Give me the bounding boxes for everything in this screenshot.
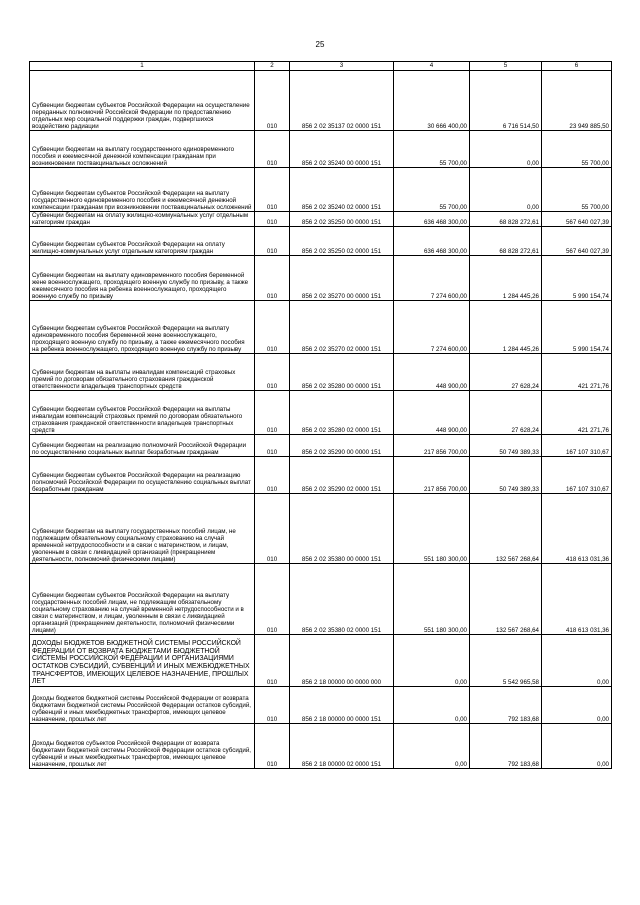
row-approved-amount: 55 700,00 (394, 131, 470, 168)
page-number: 25 (315, 40, 325, 49)
row-approved-amount: 551 180 300,00 (394, 494, 470, 564)
row-name: Субвенции бюджетам субъектов Российской Федерации на выплату единовременного пособия беременной жене военнослужащего, проходящего военную службу по призыву, а также ежемесячного пособия на ребенка военнослужащего, проходящего военную службу по призыву (30, 301, 255, 354)
row-name: Субвенции бюджетам субъектов Российской Федерации на осуществление переданных полномочий Российской Федерации по предоставлению отдельных мер социальной поддержки граждан, подвергшихся воздействию радиации (30, 71, 255, 131)
table-row (30, 212, 612, 227)
row-name: Субвенции бюджетам субъектов Российской Федерации на реализацию полномочий Российской Федерации по осуществлению социальных выплат безработным гражданам (30, 457, 255, 494)
row-unexecuted-amount: 567 640 027,39 (542, 227, 612, 256)
row-code: 010 (255, 391, 290, 435)
column-header: 2 (255, 62, 290, 71)
table-row (30, 457, 612, 494)
table-row (30, 435, 612, 457)
row-name: Доходы бюджетов субъектов Российской Федерации от возврата бюджетами бюджетной системы Российской Федерации остатков субсидий, субвенций и иных межбюджетных трансфертов, имеющих целевое назначение, прошлых лет (30, 724, 255, 769)
row-executed-amount: 50 749 389,33 (470, 435, 542, 457)
column-header: 1 (30, 62, 255, 71)
row-code: 010 (255, 301, 290, 354)
row-name: Субвенции бюджетам субъектов Российской Федерации на выплату государственных пособий лицам, не подлежащим обязательному социальному страхованию на случай временной нетрудоспособности и в связи с материнством, и лицам, уволенным в связи с ликвидацией организаций (прекращением деятельности, полномочий физическими лицами) (30, 564, 255, 635)
row-executed-amount: 792 183,68 (470, 724, 542, 769)
row-executed-amount: 50 749 389,33 (470, 457, 542, 494)
row-approved-amount: 0,00 (394, 635, 470, 687)
row-executed-amount: 792 183,68 (470, 687, 542, 724)
row-executed-amount: 68 828 272,61 (470, 227, 542, 256)
row-approved-amount: 30 666 400,00 (394, 71, 470, 131)
row-approved-amount: 0,00 (394, 687, 470, 724)
row-approved-amount: 636 468 300,00 (394, 227, 470, 256)
table-row (30, 168, 612, 212)
row-code: 010 (255, 457, 290, 494)
row-executed-amount: 132 567 268,64 (470, 564, 542, 635)
column-header-row (30, 62, 612, 71)
row-name: Субвенции бюджетам на реализацию полномочий Российской Федерации по осуществлению социальных выплат безработным гражданам (30, 435, 255, 457)
row-unexecuted-amount: 421 271,76 (542, 354, 612, 391)
table-row (30, 131, 612, 168)
row-code: 010 (255, 494, 290, 564)
row-name: Субвенции бюджетам субъектов Российской Федерации на выплаты инвалидам компенсаций страховых премий по договорам обязательного страхования гражданской ответственности владельцев транспортных средств (30, 391, 255, 435)
row-budget-code: 856 2 02 35137 02 0000 151 (290, 71, 394, 131)
table-row (30, 256, 612, 301)
row-budget-code: 856 2 02 35250 00 0000 151 (290, 212, 394, 227)
row-executed-amount: 27 628,24 (470, 354, 542, 391)
row-budget-code: 856 2 02 35380 02 0000 151 (290, 564, 394, 635)
row-executed-amount: 1 284 445,26 (470, 256, 542, 301)
row-budget-code: 856 2 02 35270 02 0000 151 (290, 301, 394, 354)
row-code: 010 (255, 724, 290, 769)
column-header: 4 (394, 62, 470, 71)
row-budget-code: 856 2 02 35240 00 0000 151 (290, 131, 394, 168)
column-header: 3 (290, 62, 394, 71)
row-code: 010 (255, 687, 290, 724)
row-unexecuted-amount: 0,00 (542, 635, 612, 687)
row-approved-amount: 7 274 600,00 (394, 301, 470, 354)
table-row (30, 354, 612, 391)
table-row (30, 227, 612, 256)
row-unexecuted-amount: 167 107 310,67 (542, 435, 612, 457)
row-budget-code: 856 2 02 35280 00 0000 151 (290, 354, 394, 391)
row-name: Субвенции бюджетам на выплату единовременного пособия беременной жене военнослужащего, проходящего военную службу по призыву, а также ежемесячного пособия на ребенка военнослужащего, проходящего военную службу по призыву (30, 256, 255, 301)
row-executed-amount: 0,00 (470, 168, 542, 212)
row-name: Доходы бюджетов бюджетной системы Российской Федерации от возврата бюджетами бюджетной системы Российской Федерации остатков субсидий, субвенций и иных межбюджетных трансфертов, имеющих целевое назначение, прошлых лет (30, 687, 255, 724)
row-code: 010 (255, 435, 290, 457)
row-unexecuted-amount: 55 700,00 (542, 131, 612, 168)
row-code: 010 (255, 564, 290, 635)
row-executed-amount: 68 828 272,61 (470, 212, 542, 227)
row-approved-amount: 217 856 700,00 (394, 435, 470, 457)
table-row (30, 301, 612, 354)
table-row (30, 687, 612, 724)
row-executed-amount: 132 567 268,64 (470, 494, 542, 564)
row-budget-code: 856 2 18 00000 00 0000 000 (290, 635, 394, 687)
table-row (30, 724, 612, 769)
row-code: 010 (255, 131, 290, 168)
row-name: Субвенции бюджетам субъектов Российской Федерации на выплату государственного единовременного пособия и ежемесячной денежной компенсации гражданам при возникновении поствакцинальных осложнений (30, 168, 255, 212)
row-code: 010 (255, 212, 290, 227)
row-name: Субвенции бюджетам на оплату жилищно-коммунальных услуг отдельным категориям граждан (30, 212, 255, 227)
row-executed-amount: 5 542 965,58 (470, 635, 542, 687)
row-unexecuted-amount: 0,00 (542, 724, 612, 769)
row-name: Субвенции бюджетам на выплату государственного единовременного пособия и ежемесячной денежной компенсации гражданам при возникновении поствакцинальных осложнений (30, 131, 255, 168)
row-name: Субвенции бюджетам субъектов Российской Федерации на оплату жилищно-коммунальных услуг отдельным категориям граждан (30, 227, 255, 256)
row-unexecuted-amount: 5 990 154,74 (542, 256, 612, 301)
row-code: 010 (255, 168, 290, 212)
row-executed-amount: 6 716 514,50 (470, 71, 542, 131)
row-name: Субвенции бюджетам на выплаты инвалидам компенсаций страховых премий по договорам обязательного страхования гражданской ответственности владельцев транспортных средств (30, 354, 255, 391)
row-executed-amount: 0,00 (470, 131, 542, 168)
row-unexecuted-amount: 418 613 031,36 (542, 564, 612, 635)
row-code: 010 (255, 354, 290, 391)
row-budget-code: 856 2 02 35290 02 0000 151 (290, 457, 394, 494)
row-unexecuted-amount: 5 990 154,74 (542, 301, 612, 354)
column-header: 6 (542, 62, 612, 71)
row-budget-code: 856 2 02 35380 00 0000 151 (290, 494, 394, 564)
table-row (30, 71, 612, 131)
row-approved-amount: 55 700,00 (394, 168, 470, 212)
row-unexecuted-amount: 55 700,00 (542, 168, 612, 212)
row-name: ДОХОДЫ БЮДЖЕТОВ БЮДЖЕТНОЙ СИСТЕМЫ РОССИЙСКОЙ ФЕДЕРАЦИИ ОТ ВОЗВРАТА БЮДЖЕТАМИ БЮДЖЕТНОЙ СИСТЕМЫ РОССИЙСКОЙ ФЕДЕРАЦИИ И ОРГАНИЗАЦИЯМИ ОСТАТКОВ СУБСИДИЙ, СУБВЕНЦИЙ И ИНЫХ МЕЖБЮДЖЕТНЫХ ТРАНСФЕРТОВ, ИМЕЮЩИХ ЦЕЛЕВОЕ НАЗНАЧЕНИЕ, ПРОШЛЫХ ЛЕТ (30, 635, 255, 687)
table-row (30, 635, 612, 687)
row-code: 010 (255, 635, 290, 687)
row-budget-code: 856 2 18 00000 00 0000 151 (290, 687, 394, 724)
row-approved-amount: 551 180 300,00 (394, 564, 470, 635)
row-executed-amount: 1 284 445,26 (470, 301, 542, 354)
row-code: 010 (255, 256, 290, 301)
row-budget-code: 856 2 02 35290 00 0000 151 (290, 435, 394, 457)
row-budget-code: 856 2 18 00000 02 0000 151 (290, 724, 394, 769)
row-approved-amount: 217 856 700,00 (394, 457, 470, 494)
table-row (30, 564, 612, 635)
row-budget-code: 856 2 02 35280 02 0000 151 (290, 391, 394, 435)
row-unexecuted-amount: 418 613 031,36 (542, 494, 612, 564)
row-approved-amount: 0,00 (394, 724, 470, 769)
row-approved-amount: 636 468 300,00 (394, 212, 470, 227)
row-unexecuted-amount: 421 271,76 (542, 391, 612, 435)
table-row (30, 494, 612, 564)
row-executed-amount: 27 628,24 (470, 391, 542, 435)
row-budget-code: 856 2 02 35250 02 0000 151 (290, 227, 394, 256)
row-unexecuted-amount: 167 107 310,67 (542, 457, 612, 494)
table-row (30, 391, 612, 435)
row-name: Субвенции бюджетам на выплату государственных пособий лицам, не подлежащим обязательному социальному страхованию на случай временной нетрудоспособности и в связи с материнством, и лицам, уволенным в связи с ликвидацией организаций (прекращением деятельности, полномочий физическими лицами) (30, 494, 255, 564)
row-budget-code: 856 2 02 35270 00 0000 151 (290, 256, 394, 301)
row-unexecuted-amount: 0,00 (542, 687, 612, 724)
row-code: 010 (255, 71, 290, 131)
budget-table (29, 61, 612, 769)
row-unexecuted-amount: 567 640 027,39 (542, 212, 612, 227)
row-code: 010 (255, 227, 290, 256)
column-header: 5 (470, 62, 542, 71)
row-budget-code: 856 2 02 35240 02 0000 151 (290, 168, 394, 212)
row-approved-amount: 448 900,00 (394, 354, 470, 391)
row-approved-amount: 7 274 600,00 (394, 256, 470, 301)
row-approved-amount: 448 900,00 (394, 391, 470, 435)
row-unexecuted-amount: 23 949 885,50 (542, 71, 612, 131)
